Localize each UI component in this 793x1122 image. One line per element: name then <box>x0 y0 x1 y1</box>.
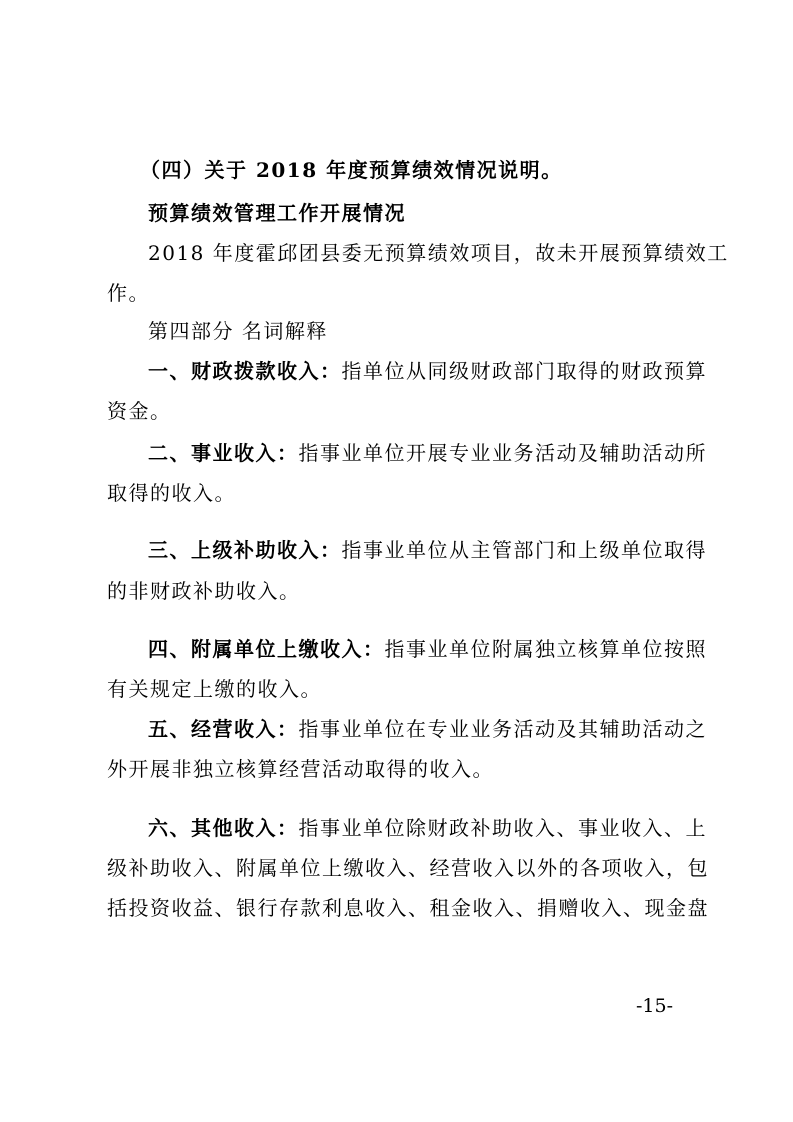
definition-line <box>148 358 707 384</box>
definition-line: 外开展非独立核算经营活动取得的收入。 <box>107 757 494 781</box>
definition-term: 四、附属单位上缴收入： <box>148 637 385 661</box>
definition-line <box>148 815 707 841</box>
part-title: 第四部分 名词解释 <box>148 319 328 343</box>
section-title: （四）关于 2018 年度预算绩效情况说明。 <box>140 158 563 182</box>
definition-line: 括投资收益、银行存款利息收入、租金收入、捐赠收入、现金盘 <box>107 896 709 920</box>
definition-term: 三、上级补助收入： <box>148 538 342 562</box>
definition-text: 指事业单位开展专业业务活动及辅助活动所 <box>298 441 707 465</box>
definition-line: 有关规定上缴的收入。 <box>107 677 322 701</box>
definition-line <box>148 440 707 466</box>
definition-text: 指事业单位除财政补助收入、事业收入、上 <box>298 816 707 840</box>
definition-term: 一、财政拨款收入： <box>148 359 342 383</box>
definition-text: 指事业单位在专业业务活动及其辅助活动之 <box>298 717 707 741</box>
paragraph-line: 作。 <box>107 281 150 305</box>
definition-line <box>148 716 707 742</box>
definition-line <box>148 537 707 563</box>
definition-line: 级补助收入、附属单位上缴收入、经营收入以外的各项收入，包 <box>107 856 709 880</box>
definition-text: 指事业单位从主管部门和上级单位取得 <box>341 538 707 562</box>
definition-term: 二、事业收入： <box>148 441 299 465</box>
definition-term: 六、其他收入： <box>148 816 299 840</box>
definition-line: 取得的收入。 <box>107 481 236 505</box>
definition-line <box>148 636 707 662</box>
paragraph-line: 2018 年度霍邱团县委无预算绩效项目，故未开展预算绩效工 <box>148 241 729 265</box>
definition-line: 的非财政补助收入。 <box>107 579 301 603</box>
page-number: -15- <box>636 995 674 1017</box>
subheading: 预算绩效管理工作开展情况 <box>148 201 406 225</box>
definition-text: 指单位从同级财政部门取得的财政预算 <box>341 359 707 383</box>
definition-text: 指事业单位附属独立核算单位按照 <box>384 637 707 661</box>
definition-term: 五、经营收入： <box>148 717 299 741</box>
definition-line: 资金。 <box>107 399 172 423</box>
